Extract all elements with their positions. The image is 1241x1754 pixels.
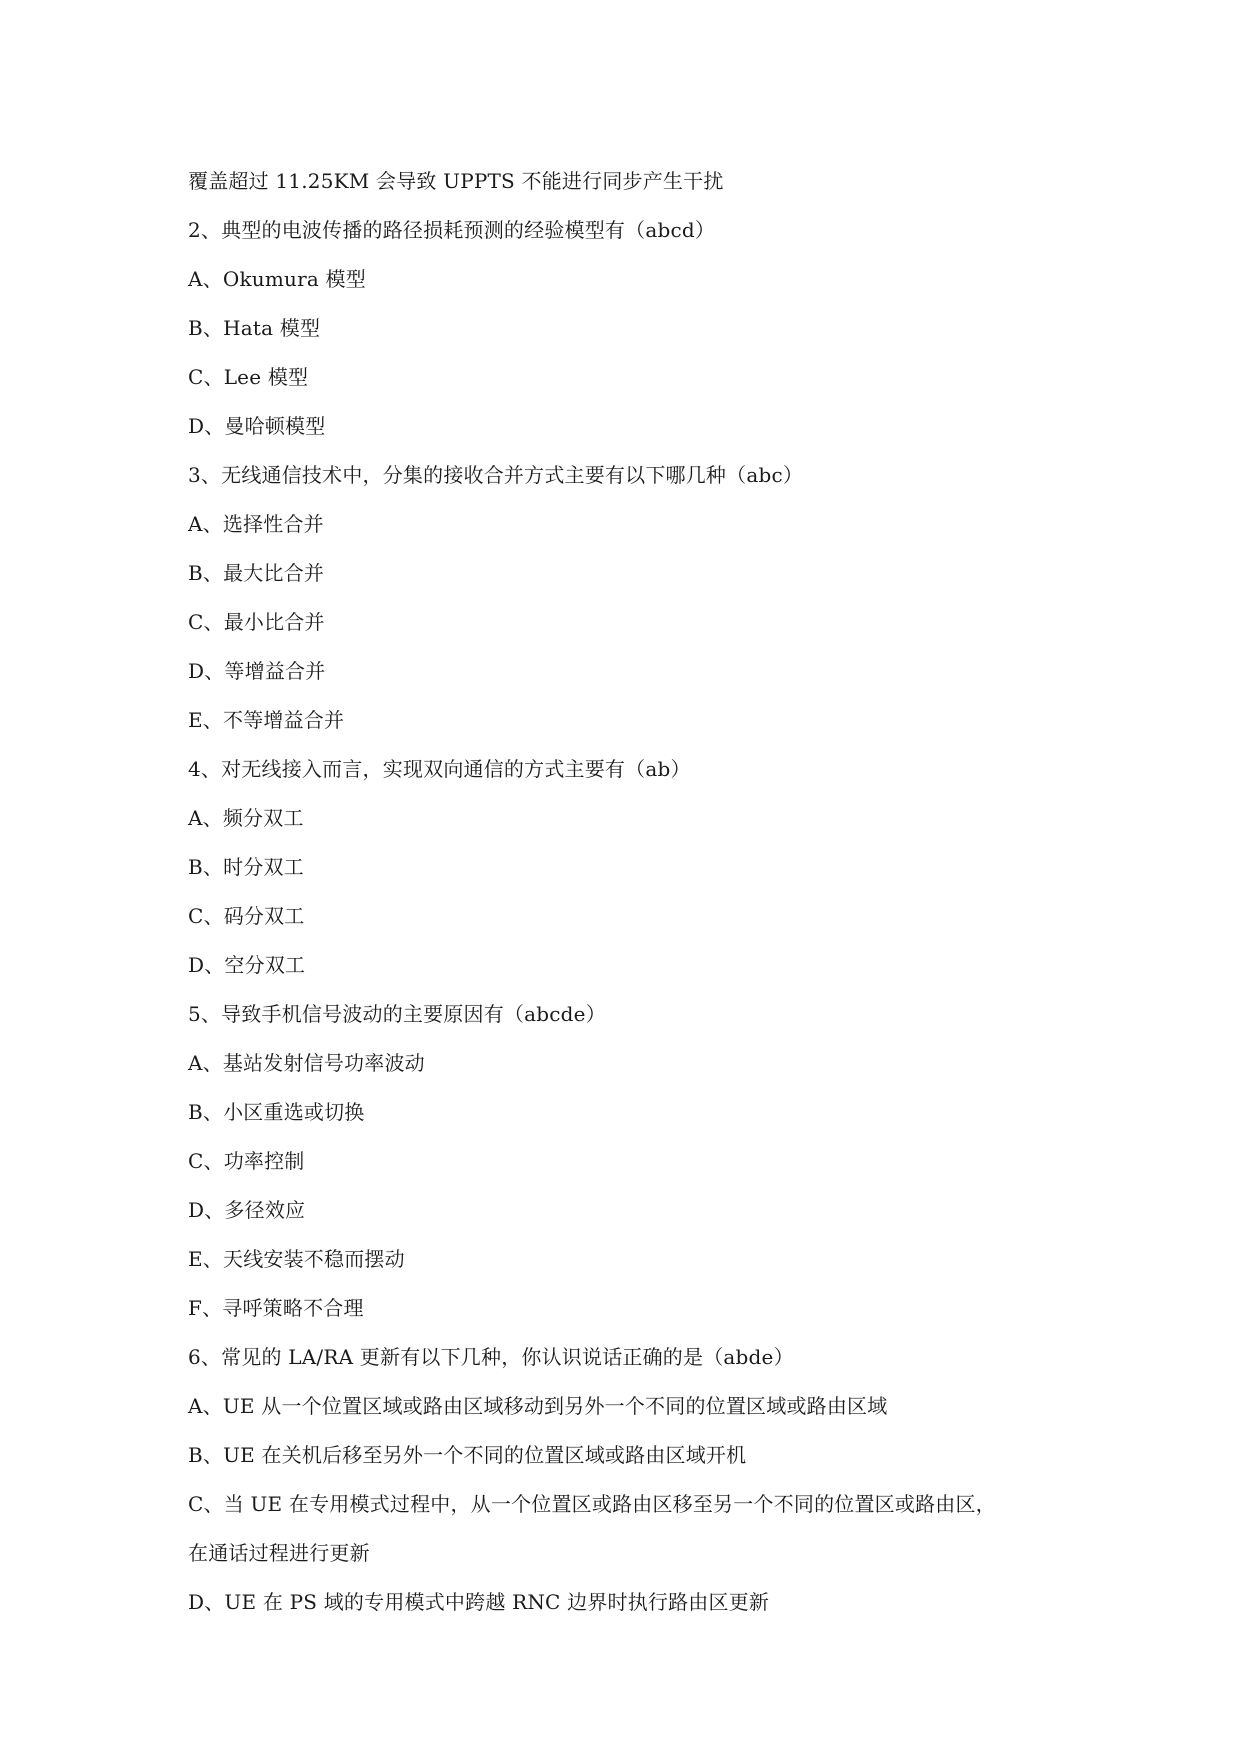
option-line: A、UE 从一个位置区域或路由区域移动到另外一个不同的位置区域或路由区域 [188, 1394, 888, 1418]
option-line: D、等增益合并 [188, 659, 326, 683]
option-line: F、寻呼策略不合理 [188, 1296, 364, 1320]
option-line: C、Lee 模型 [188, 365, 309, 389]
option-line: D、空分双工 [188, 953, 306, 977]
option-line: B、最大比合并 [188, 561, 325, 585]
option-line: C、最小比合并 [188, 610, 325, 634]
option-line: E、天线安装不稳而摆动 [188, 1247, 405, 1271]
option-line: B、时分双工 [188, 855, 304, 879]
document-body [188, 157, 1068, 1627]
option-line: B、Hata 模型 [188, 316, 321, 340]
option-line: D、多径效应 [188, 1198, 306, 1222]
option-line: C、当 UE 在专用模式过程中，从一个位置区或路由区移至另一个不同的位置区或路由区， [188, 1492, 996, 1516]
option-line: B、UE 在关机后移至另外一个不同的位置区域或路由区域开机 [188, 1443, 747, 1467]
question-3: 3、无线通信技术中，分集的接收合并方式主要有以下哪几种（abc） [188, 463, 804, 487]
option-line: A、频分双工 [188, 806, 304, 830]
option-line: D、曼哈顿模型 [188, 414, 326, 438]
question-4: 4、对无线接入而言，实现双向通信的方式主要有（ab） [188, 757, 691, 781]
question-2: 2、典型的电波传播的路径损耗预测的经验模型有（abcd） [188, 218, 716, 242]
option-line: B、小区重选或切换 [188, 1100, 365, 1124]
text-line: 覆盖超过 11.25KM 会导致 UPPTS 不能进行同步产生干扰 [188, 169, 724, 193]
question-5: 5、导致手机信号波动的主要原因有（abcde） [188, 1002, 606, 1026]
option-line: C、码分双工 [188, 904, 305, 928]
option-line: D、UE 在 PS 域的专用模式中跨越 RNC 边界时执行路由区更新 [188, 1590, 770, 1614]
option-line: A、选择性合并 [188, 512, 324, 536]
option-line: A、基站发射信号功率波动 [188, 1051, 425, 1075]
option-line: C、功率控制 [188, 1149, 305, 1173]
option-line: E、不等增益合并 [188, 708, 345, 732]
question-6: 6、常见的 LA/RA 更新有以下几种，你认识说话正确的是（abde） [188, 1345, 794, 1369]
option-line: A、Okumura 模型 [188, 267, 366, 291]
option-line-continuation: 在通话过程进行更新 [188, 1541, 370, 1565]
